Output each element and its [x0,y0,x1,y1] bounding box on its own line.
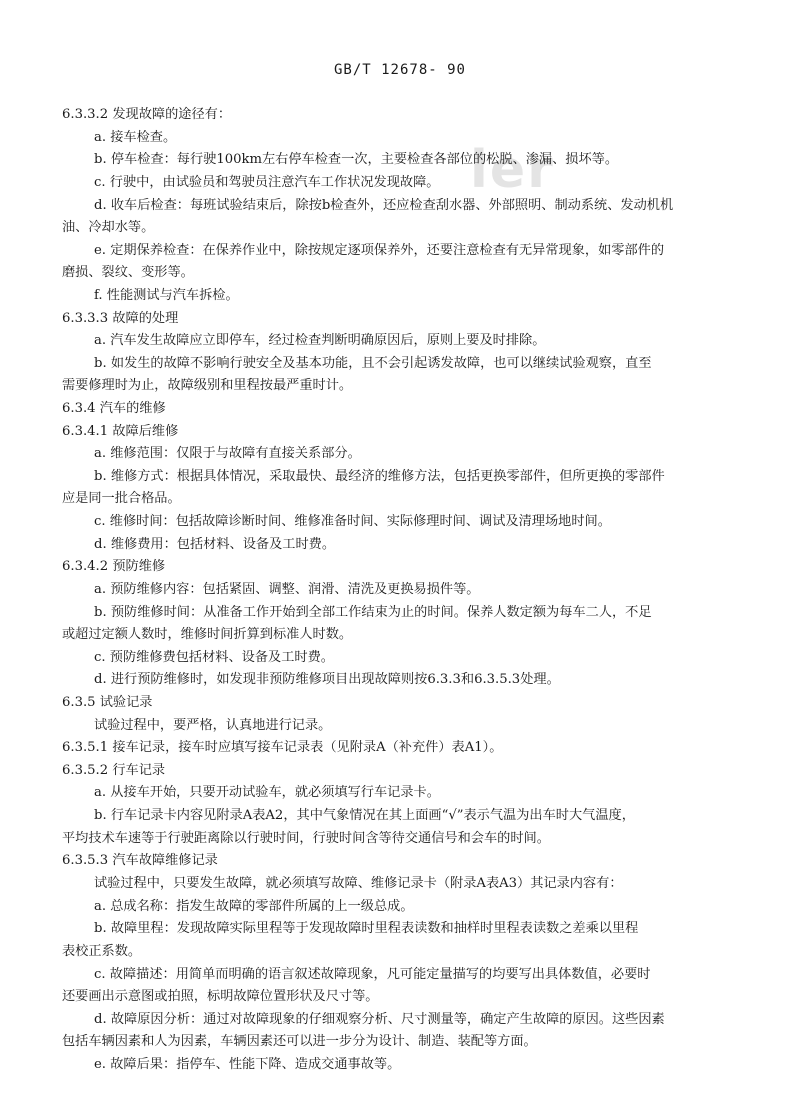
list-item: e. 定期保养检查：在保养作业中，除按规定逐项保养外，还要注意检查有无异常现象，如零部件的 [94,243,665,258]
section-6-3-5-1: 6.3.5.1 接车记录，接车时应填写接车记录表（见附录A（补充件）表A1）。 [62,740,503,755]
section-6-3-4-2: 6.3.4.2 预防维修 [62,559,166,574]
list-item: b. 停车检查：每行驶100km左右停车检查一次，主要检查各部位的松脱、渗漏、损坏等。 [94,152,619,167]
section-6-3-3-3: 6.3.3.3 故障的处理 [62,311,179,326]
list-item-continuation: 需要修理时为止，故障级别和里程按最严重时计。 [62,378,353,393]
list-item: a. 接车检查。 [94,130,177,145]
list-item-continuation: 表校正系数。 [62,944,142,959]
list-item: b. 如发生的故障不影响行驶安全及基本功能，且不会引起诱发故障，也可以继续试验观察，直至 [94,356,652,371]
list-item: f. 性能测试与汽车拆检。 [94,288,239,303]
list-item: b. 故障里程：发现故障实际里程等于发现故障时里程表读数和抽样时里程表读数之差乘以里程 [94,921,639,936]
watermark: ler [470,140,555,200]
list-item: e. 故障后果：指停车、性能下降、造成交通事故等。 [94,1057,401,1072]
list-item-continuation: 包括车辆因素和人为因素，车辆因素还可以进一步分为设计、制造、装配等方面。 [62,1034,537,1049]
page-header: GB/T 12678- 90 [333,62,466,78]
section-6-3-5-2: 6.3.5.2 行车记录 [62,763,166,778]
list-item: c. 预防维修费包括材料、设备及工时费。 [94,650,334,665]
section-6-3-3-2: 6.3.3.2 发现故障的途径有： [62,107,232,122]
section-6-3-4-1: 6.3.4.1 故障后维修 [62,424,179,439]
paragraph: 试验过程中，只要发生故障，就必须填写故障、维修记录卡（附录A表A3）其记录内容有： [94,876,623,891]
section-6-3-5-3: 6.3.5.3 汽车故障维修记录 [62,853,218,868]
paragraph: 试验过程中，要严格，认真地进行记录。 [94,718,332,733]
list-item-continuation: 油、冷却水等。 [62,220,155,235]
list-item-continuation: 平均技术车速等于行驶距离除以行驶时间，行驶时间含等待交通信号和会车的时间。 [62,831,550,846]
list-item: a. 汽车发生故障应立即停车，经过检查判断明确原因后，原则上要及时排除。 [94,333,546,348]
list-item: c. 故障描述：用简单而明确的语言叙述故障现象，凡可能定量描写的均要写出具体数值，必要时 [94,967,651,982]
list-item: d. 收车后检查：每班试验结束后，除按b检查外，还应检查刮水器、外部照明、制动系统、发动机机 [94,198,674,213]
list-item-continuation: 或超过定额人数时，维修时间折算到标准人时数。 [62,627,353,642]
section-6-3-4: 6.3.4 汽车的维修 [62,401,166,416]
list-item: a. 预防维修内容：包括紧固、调整、润滑、清洗及更换易损件等。 [94,582,480,597]
list-item: b. 维修方式：根据具体情况，采取最快、最经济的维修方法，包括更换零部件，但所更换的零部件 [94,469,665,484]
list-item-continuation: 还要画出示意图或拍照，标明故障位置形状及尺寸等。 [62,989,379,1004]
list-item: d. 进行预防维修时，如发现非预防维修项目出现故障则按6.3.3和6.3.5.3处理。 [94,672,560,687]
list-item-continuation: 磨损、裂纹、变形等。 [62,265,194,280]
list-item: a. 维修范围：仅限于与故障有直接关系部分。 [94,446,361,461]
list-item: a. 总成名称：指发生故障的零部件所属的上一级总成。 [94,899,414,914]
list-item: c. 维修时间：包括故障诊断时间、维修准备时间、实际修理时间、调试及清理场地时间。 [94,514,611,529]
list-item: b. 预防维修时间：从准备工作开始到全部工作结束为止的时间。保养人数定额为每车二人，不足 [94,605,652,620]
list-item: d. 故障原因分析：通过对故障现象的仔细观察分析、尺寸测量等，确定产生故障的原因。这些因素 [94,1012,665,1027]
list-item-continuation: 应是同一批合格品。 [62,491,181,506]
list-item: b. 行车记录卡内容见附录A表A2，其中气象情况在其上面画“√”表示气温为出车时大气温度， [94,808,635,823]
list-item: c. 行驶中，由试验员和驾驶员注意汽车工作状况发现故障。 [94,175,440,190]
list-item: a. 从接车开始，只要开动试验车，就必须填写行车记录卡。 [94,785,440,800]
list-item: d. 维修费用：包括材料、设备及工时费。 [94,537,336,552]
section-6-3-5: 6.3.5 试验记录 [62,695,153,710]
